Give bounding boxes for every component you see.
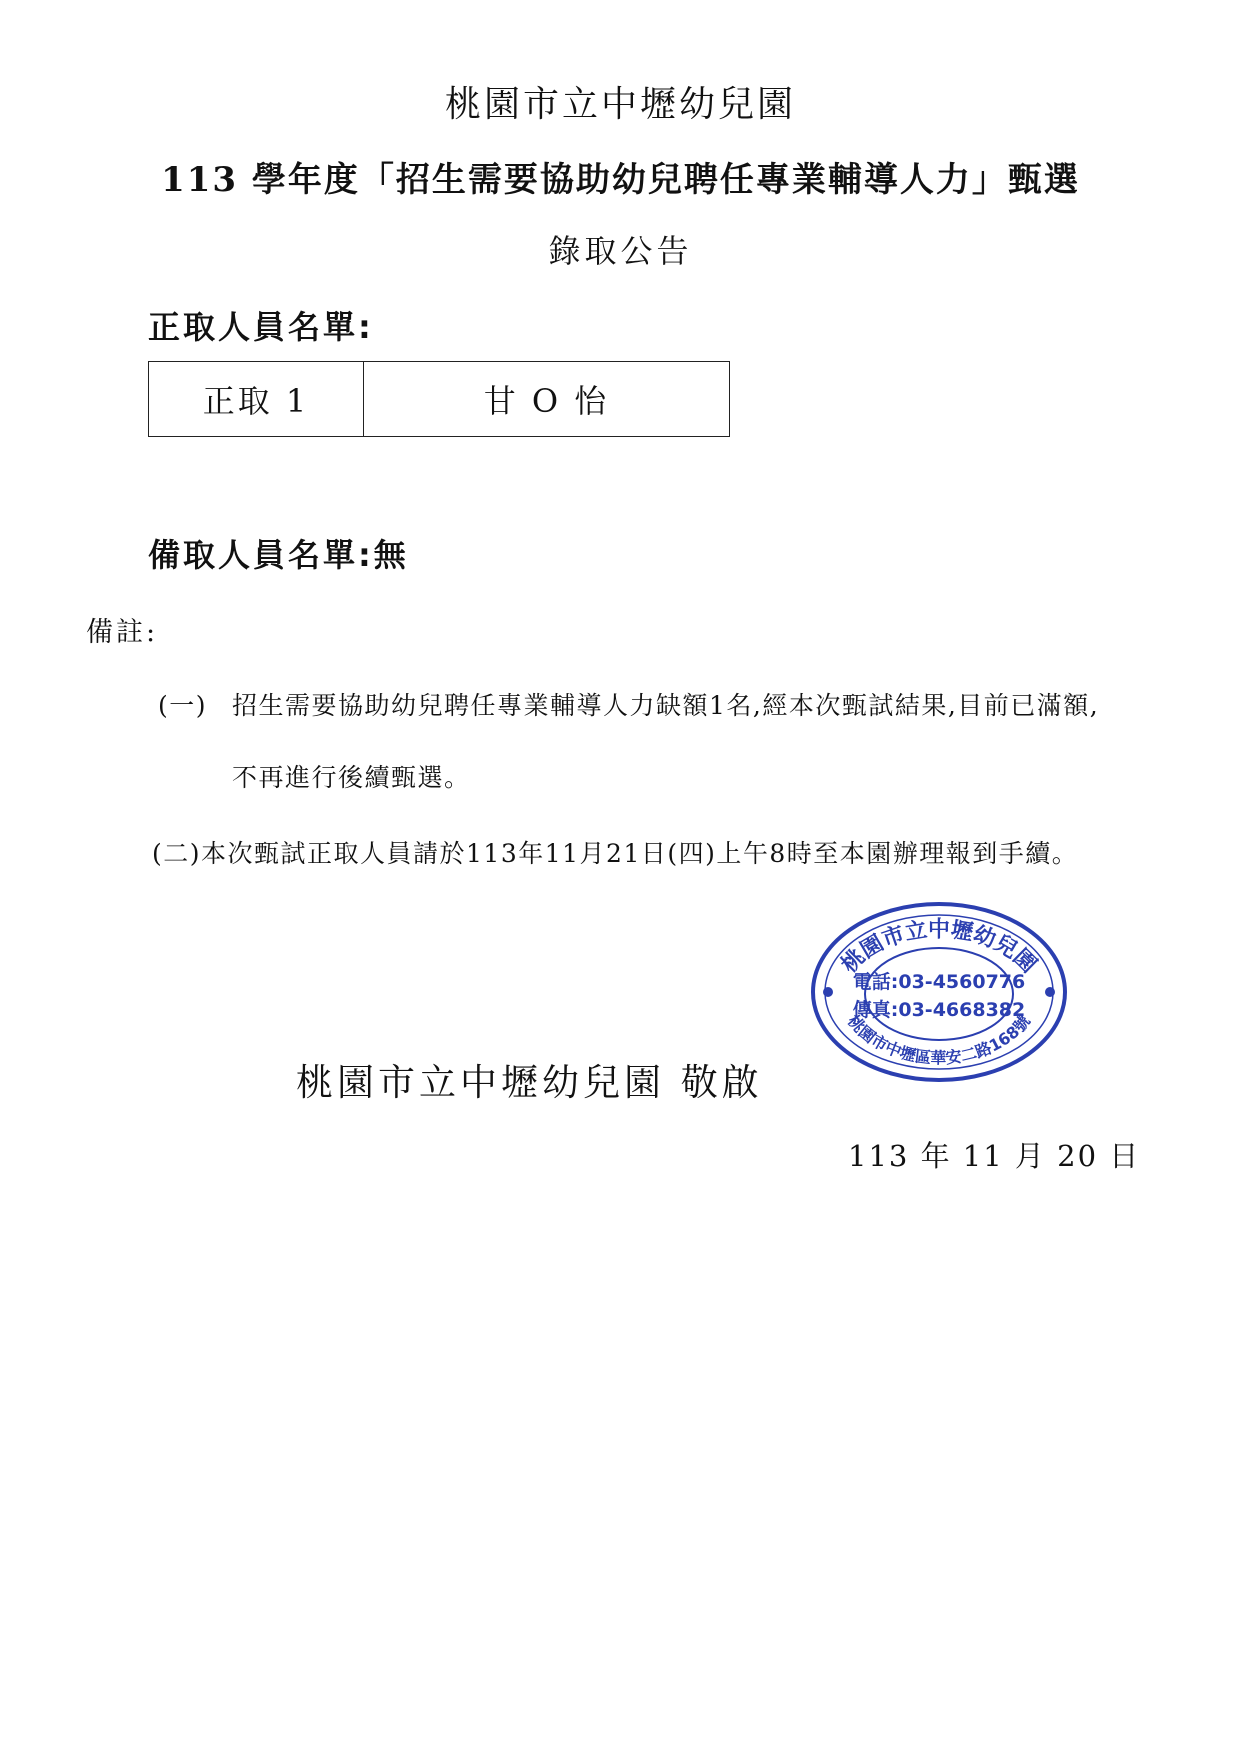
note1-marker: (一) bbox=[158, 691, 208, 720]
event-title: 113 學年度「招生需要協助幼兒聘任專業輔導人力」甄選 bbox=[161, 160, 1080, 200]
announcement-date: 113 年 11 月 20 日 bbox=[848, 1139, 1141, 1173]
primary-list-table bbox=[148, 361, 730, 437]
note2-text: (二)本次甄試正取人員請於113年11月21日(四)上午8時至本園辦理報到手續。 bbox=[152, 839, 1079, 868]
admit-name-cell: 甘 O 怡 bbox=[364, 362, 730, 437]
remarks-label: 備註: bbox=[86, 617, 159, 648]
note1-text: 招生需要協助幼兒聘任專業輔導人力缺額1名,經本次甄試結果,目前已滿額, bbox=[232, 691, 1100, 720]
reserve-list-heading: 備取人員名單:無 bbox=[148, 536, 409, 574]
seal-outer-text: 桃園市立中壢幼兒園 bbox=[837, 917, 1041, 979]
official-seal-stamp bbox=[808, 898, 1070, 1086]
table-row bbox=[149, 362, 730, 437]
seal-address: 桃園市中壢區華安二路168號 bbox=[843, 1011, 1035, 1068]
primary-list-heading: 正取人員名單: bbox=[148, 308, 374, 346]
school-title: 桃園市立中壢幼兒園 bbox=[444, 84, 796, 125]
note1-text-continued: 不再進行後續甄選。 bbox=[232, 763, 471, 792]
closing-signature: 桃園市立中壢幼兒園 敬啟 bbox=[296, 1061, 763, 1104]
seal-fax: 傳真:03-4668382 bbox=[852, 999, 1026, 1021]
admit-rank-cell: 正取 1 bbox=[149, 362, 364, 437]
seal-phone: 電話:03-4560776 bbox=[852, 971, 1026, 993]
notice-title: 錄取公告 bbox=[548, 232, 693, 270]
